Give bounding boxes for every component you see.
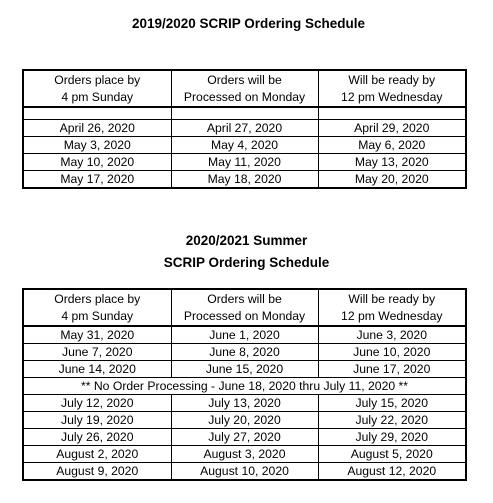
table-row [23, 463, 466, 481]
process-date: July 13, 2020 [171, 395, 318, 412]
process-date: May 4, 2020 [171, 137, 318, 154]
ready-date: April 29, 2020 [318, 120, 466, 137]
process-date: August 3, 2020 [171, 446, 318, 463]
order-date: May 10, 2020 [23, 154, 171, 171]
ready-date: August 5, 2020 [318, 446, 466, 463]
header-orders-placed: Orders place by 4 pm Sunday [23, 70, 171, 107]
table-row [23, 446, 466, 463]
no-processing-note-row [23, 378, 466, 395]
process-date: July 20, 2020 [171, 412, 318, 429]
ready-date: August 12, 2020 [318, 463, 466, 481]
header-ready-by: Will be ready by 12 pm Wednesday [318, 70, 466, 107]
ready-date: May 13, 2020 [318, 154, 466, 171]
process-date: August 10, 2020 [171, 463, 318, 481]
process-date: May 11, 2020 [171, 154, 318, 171]
ready-date: July 29, 2020 [318, 429, 466, 446]
order-date: August 9, 2020 [23, 463, 171, 481]
ready-date: June 3, 2020 [318, 326, 466, 344]
order-date: July 12, 2020 [23, 395, 171, 412]
schedule-title-summer-line2: SCRIP Ordering Schedule [163, 255, 330, 270]
order-date: June 7, 2020 [23, 344, 171, 361]
schedule-title-summer-line1: 2020/2021 Summer [185, 233, 308, 248]
table-row [23, 171, 466, 189]
table-row [23, 120, 466, 137]
process-date: May 18, 2020 [171, 171, 318, 189]
order-date: May 31, 2020 [23, 326, 171, 344]
ready-date: May 20, 2020 [318, 171, 466, 189]
process-date: July 27, 2020 [171, 429, 318, 446]
schedule-table-summer-2020-2021 [22, 288, 467, 481]
table-header-row [23, 70, 466, 107]
order-date: May 3, 2020 [23, 137, 171, 154]
order-date: June 14, 2020 [23, 361, 171, 378]
header-ready-by: Will be ready by 12 pm Wednesday [318, 289, 466, 326]
table-row [23, 395, 466, 412]
order-date: July 26, 2020 [23, 429, 171, 446]
order-date: April 26, 2020 [23, 120, 171, 137]
schedule-table-2019-2020 [22, 69, 467, 189]
order-date: July 19, 2020 [23, 412, 171, 429]
header-orders-processed: Orders will be Processed on Monday [171, 70, 318, 107]
header-orders-processed: Orders will be Processed on Monday [171, 289, 318, 326]
blank-row [23, 107, 466, 120]
ready-date: May 6, 2020 [318, 137, 466, 154]
table-row [23, 429, 466, 446]
table-row [23, 154, 466, 171]
table-row [23, 344, 466, 361]
ready-date: July 15, 2020 [318, 395, 466, 412]
process-date: April 27, 2020 [171, 120, 318, 137]
ready-date: July 22, 2020 [318, 412, 466, 429]
no-processing-note: ** No Order Processing - June 18, 2020 thru July 11, 2020 ** [23, 378, 466, 395]
table-row [23, 412, 466, 429]
ready-date: June 17, 2020 [318, 361, 466, 378]
table-header-row [23, 289, 466, 326]
table-row [23, 361, 466, 378]
header-orders-placed: Orders place by 4 pm Sunday [23, 289, 171, 326]
order-date: August 2, 2020 [23, 446, 171, 463]
order-date: May 17, 2020 [23, 171, 171, 189]
process-date: June 8, 2020 [171, 344, 318, 361]
schedule-title-2019-2020: 2019/2020 SCRIP Ordering Schedule [131, 16, 366, 31]
process-date: June 15, 2020 [171, 361, 318, 378]
ready-date: June 10, 2020 [318, 344, 466, 361]
table-row [23, 326, 466, 344]
process-date: June 1, 2020 [171, 326, 318, 344]
table-row [23, 137, 466, 154]
